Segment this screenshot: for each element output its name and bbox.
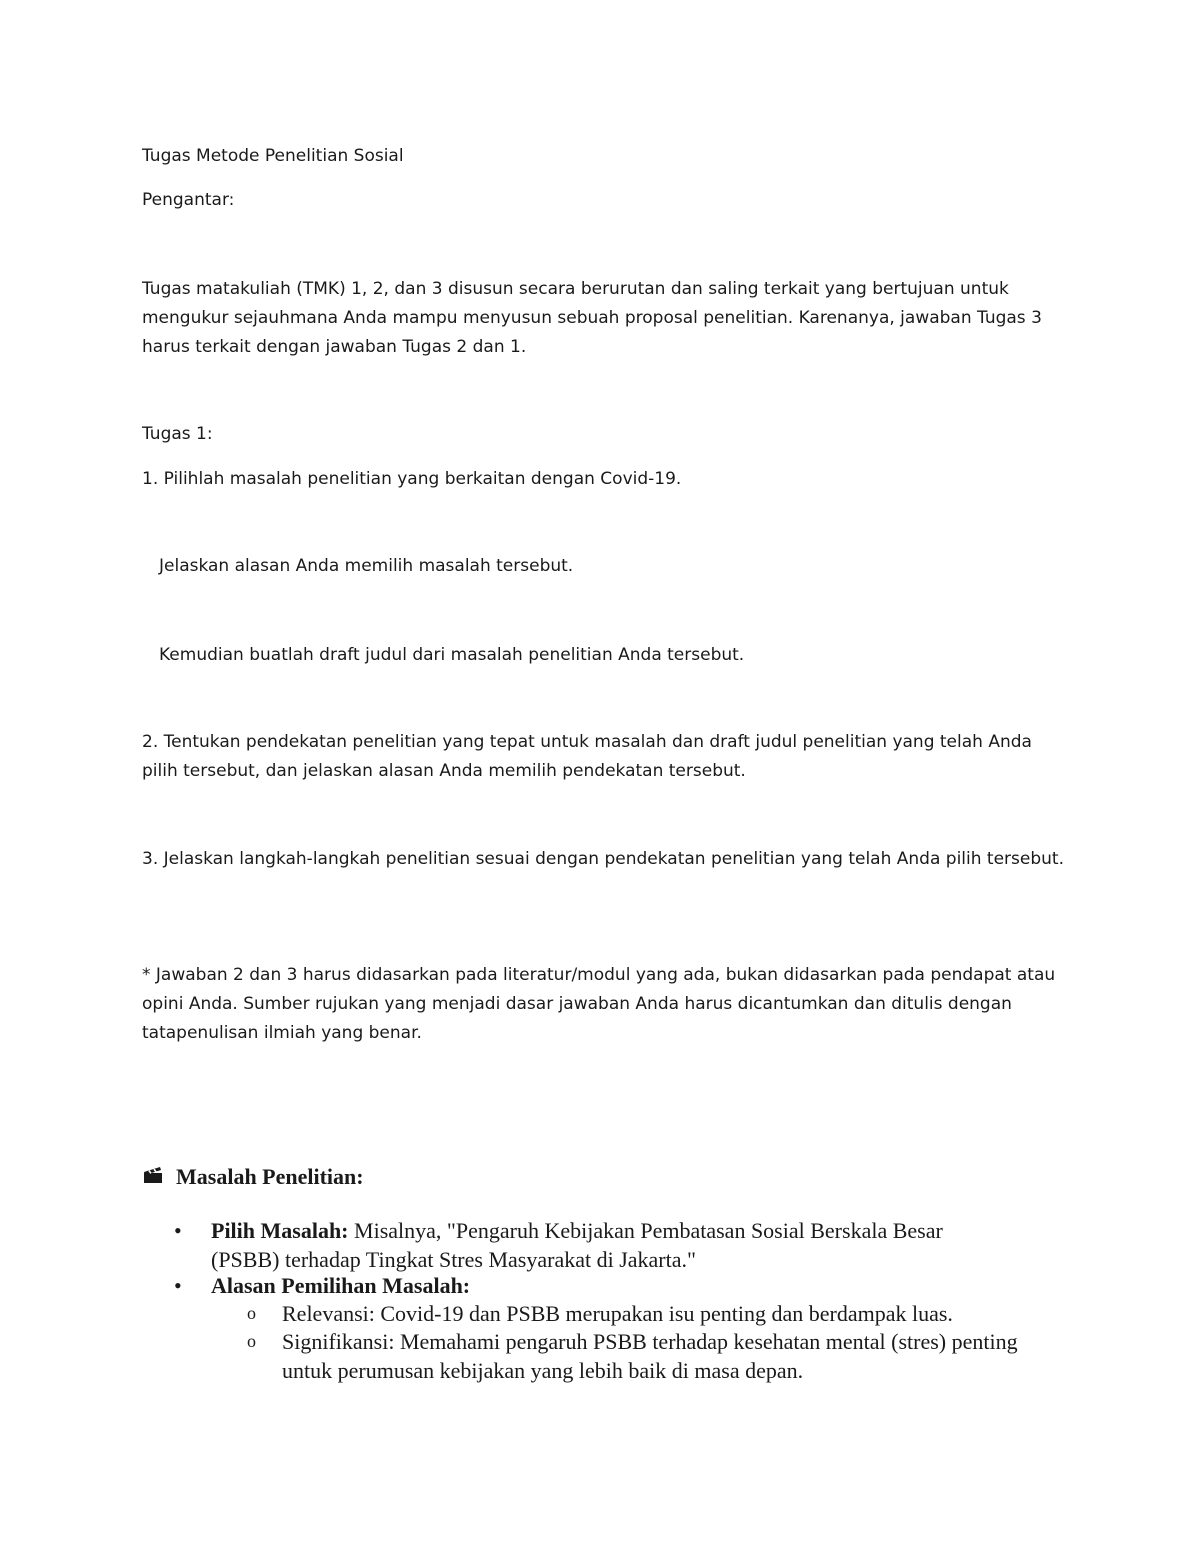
- task-item-1-reason: Jelaskan alasan Anda memilih masalah tersebut.: [159, 556, 574, 576]
- intro-label: Pengantar:: [142, 190, 235, 210]
- bullet-text: Misalnya, "Pengaruh Kebijakan Pembatasan Sosial Berskala Besar (PSBB) terhadap Tingkat Stres Masyarakat di Jakarta.": [211, 1218, 943, 1272]
- intro-paragraph: Tugas matakuliah (TMK) 1, 2, dan 3 disusun secara berurutan dan saling terkait yang bertujuan untuk mengukur sejauhmana Anda mampu menyusun sebuah proposal penelitian. Karenanya, jawaban Tugas 3 harus terkait dengan jawaban Tugas 2 dan 1.: [142, 279, 1042, 357]
- sub-bullet-relevansi: Relevansi: Covid-19 dan PSBB merupakan isu penting dan berdampak luas.: [282, 1301, 953, 1326]
- bullet-pilih-masalah: [211, 1216, 1011, 1274]
- bullet-marker: •: [174, 1273, 182, 1298]
- task-note: * Jawaban 2 dan 3 harus didasarkan pada literatur/modul yang ada, bukan didasarkan pada pendapat atau opini Anda. Sumber rujukan yang menjadi dasar jawaban Anda harus dicantumkan dan ditulis dengan tatapenulisan ilmiah yang benar.: [142, 965, 1056, 1043]
- answer-heading: Masalah Penelitian:: [176, 1164, 364, 1189]
- sub-bullet-signifikansi: Signifikansi: Memahami pengaruh PSBB terhadap kesehatan mental (stres) penting untuk perumusan kebijakan yang lebih baik di masa depan.: [282, 1329, 1018, 1383]
- sub-bullet-marker: o: [247, 1331, 256, 1351]
- clapperboard-icon: [143, 1166, 163, 1189]
- bullet-label: Pilih Masalah:: [211, 1218, 349, 1243]
- bullet-marker: •: [174, 1218, 182, 1243]
- bullet-alasan-label: Alasan Pemilihan Masalah:: [211, 1273, 471, 1298]
- document-title: Tugas Metode Penelitian Sosial: [142, 146, 404, 166]
- sub-bullet-marker: o: [247, 1303, 256, 1323]
- task-label: Tugas 1:: [142, 424, 213, 444]
- task-item-1-title: Kemudian buatlah draft judul dari masalah penelitian Anda tersebut.: [159, 645, 745, 665]
- task-item-1: 1. Pilihlah masalah penelitian yang berkaitan dengan Covid-19.: [142, 469, 682, 489]
- task-item-2: 2. Tentukan pendekatan penelitian yang tepat untuk masalah dan draft judul penelitian yang telah Anda pilih tersebut, dan jelaskan alasan Anda memilih pendekatan tersebut.: [142, 732, 1032, 781]
- task-item-3: 3. Jelaskan langkah-langkah penelitian sesuai dengan pendekatan penelitian yang telah Anda pilih tersebut.: [142, 849, 1065, 869]
